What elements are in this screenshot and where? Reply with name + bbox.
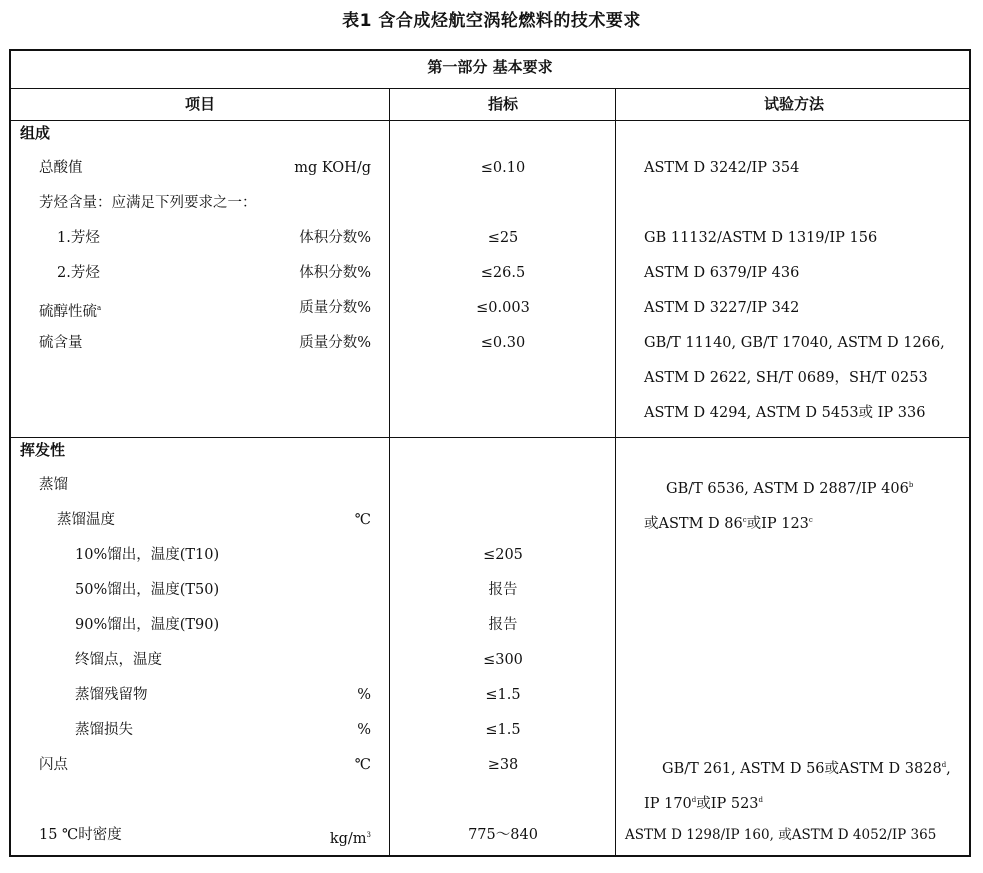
method-text: GB/T 6536, ASTM D 2887/IP 406 xyxy=(666,481,909,497)
method-sulfur-3: ASTM D 4294, ASTM D 5453或 IP 336 xyxy=(644,405,926,421)
item-unit: 质量分数% xyxy=(299,300,371,316)
value-arom2: ≤26.5 xyxy=(480,265,526,281)
item-unit: 体积分数% xyxy=(299,265,371,281)
method-distill-temp xyxy=(644,510,813,534)
footnote-mark: b xyxy=(908,481,914,489)
footnote-mark: c xyxy=(808,516,813,524)
row-distill: 蒸馏 xyxy=(39,477,68,493)
item-name: 蒸馏温度 xyxy=(57,512,115,528)
method-flash-1 xyxy=(662,755,951,779)
value-mercaptan: ≤0.003 xyxy=(476,300,530,316)
row-divider xyxy=(11,437,969,438)
row-arom1 xyxy=(57,228,371,248)
method-text: 或IP 123 xyxy=(746,516,809,532)
header-method: 试验方法 xyxy=(763,95,824,113)
footnote-mark: d xyxy=(941,761,947,769)
item-name: 15 ℃时密度 xyxy=(39,827,122,843)
item-name: 蒸馏损失 xyxy=(75,722,133,738)
item-name: 蒸馏残留物 xyxy=(75,687,148,703)
method-distill xyxy=(666,475,913,499)
row-residue xyxy=(75,685,371,705)
row-arom2 xyxy=(57,263,371,283)
item-unit: 质量分数% xyxy=(299,335,371,351)
method-text: 或IP 523 xyxy=(696,796,759,812)
row-divider xyxy=(11,88,969,89)
row-divider xyxy=(11,120,969,121)
item-name: 总酸值 xyxy=(39,160,83,176)
footnote-mark: d xyxy=(691,796,697,804)
column-divider xyxy=(389,88,390,855)
method-acid: ASTM D 3242/IP 354 xyxy=(644,160,800,176)
row-flash xyxy=(39,755,371,775)
item-unit: % xyxy=(357,687,371,703)
value-endpoint: ≤300 xyxy=(483,652,523,668)
value-t50: 报告 xyxy=(488,582,518,598)
item-unit: ℃ xyxy=(354,757,371,773)
row-sulfur xyxy=(39,333,371,353)
row-distill-temp xyxy=(57,510,371,530)
method-sulfur-2: ASTM D 2622, SH/T 0689，SH/T 0253 xyxy=(644,370,928,386)
row-loss xyxy=(75,720,371,740)
footnote-mark: c xyxy=(742,516,747,524)
value-flash: ≥38 xyxy=(487,757,519,773)
value-density: 775～840 xyxy=(468,827,538,843)
method-text: 或ASTM D 86 xyxy=(644,516,743,532)
row-acid xyxy=(39,158,371,178)
item-name: 2.芳烃 xyxy=(57,265,100,281)
footnote-mark: a xyxy=(97,304,102,312)
row-t10: 10%馏出，温度(T10) xyxy=(75,547,220,563)
section-title: 第一部分 基本要求 xyxy=(427,58,553,76)
method-density: ASTM D 1298/IP 160, 或ASTM D 4052/IP 365 xyxy=(625,827,937,843)
item-name: 硫醇性硫 xyxy=(39,304,97,320)
row-density xyxy=(39,825,371,845)
value-t90: 报告 xyxy=(488,617,518,633)
header-index: 指标 xyxy=(487,95,518,113)
value-acid: ≤0.10 xyxy=(480,160,526,176)
method-text: , xyxy=(946,761,951,777)
method-arom2: ASTM D 6379/IP 436 xyxy=(644,265,800,281)
header-item: 项目 xyxy=(184,95,215,113)
unit-text: kg/m xyxy=(329,831,367,847)
item-unit: mg KOH/g xyxy=(294,160,371,176)
value-t10: ≤205 xyxy=(483,547,523,563)
footnote-mark: d xyxy=(758,796,764,804)
item-unit: % xyxy=(357,722,371,738)
row-mercaptan xyxy=(39,298,371,322)
item-unit: ℃ xyxy=(354,512,371,528)
value-arom1: ≤25 xyxy=(487,230,519,246)
item-unit xyxy=(330,825,371,849)
item-name: 闪点 xyxy=(39,757,68,773)
row-aromatics: 芳烃含量：应满足下列要求之一： xyxy=(39,195,257,211)
unit-exponent: 3 xyxy=(366,831,371,839)
method-arom1: GB 11132/ASTM D 1319/IP 156 xyxy=(644,230,878,246)
row-t50: 50%馏出，温度(T50) xyxy=(75,582,220,598)
value-residue: ≤1.5 xyxy=(485,687,521,703)
value-loss: ≤1.5 xyxy=(485,722,521,738)
method-sulfur-1: GB/T 11140, GB/T 17040, ASTM D 1266, xyxy=(644,335,945,351)
item-name: 1.芳烃 xyxy=(57,230,100,246)
group-composition: 组成 xyxy=(20,124,51,142)
spec-table xyxy=(9,49,971,857)
item-name: 硫含量 xyxy=(39,335,83,351)
item-unit: 体积分数% xyxy=(299,230,371,246)
method-flash-2 xyxy=(644,790,763,814)
row-endpoint: 终馏点，温度 xyxy=(75,652,162,668)
row-t90: 90%馏出，温度(T90) xyxy=(75,617,220,633)
method-mercaptan: ASTM D 3227/IP 342 xyxy=(644,300,800,316)
group-volatility: 挥发性 xyxy=(20,441,66,459)
value-sulfur: ≤0.30 xyxy=(480,335,526,351)
table-title: 表1 含合成烃航空涡轮燃料的技术要求 xyxy=(342,11,641,31)
method-text: IP 170 xyxy=(644,796,692,812)
column-divider xyxy=(615,88,616,855)
method-text: GB/T 261, ASTM D 56或ASTM D 3828 xyxy=(662,761,942,777)
